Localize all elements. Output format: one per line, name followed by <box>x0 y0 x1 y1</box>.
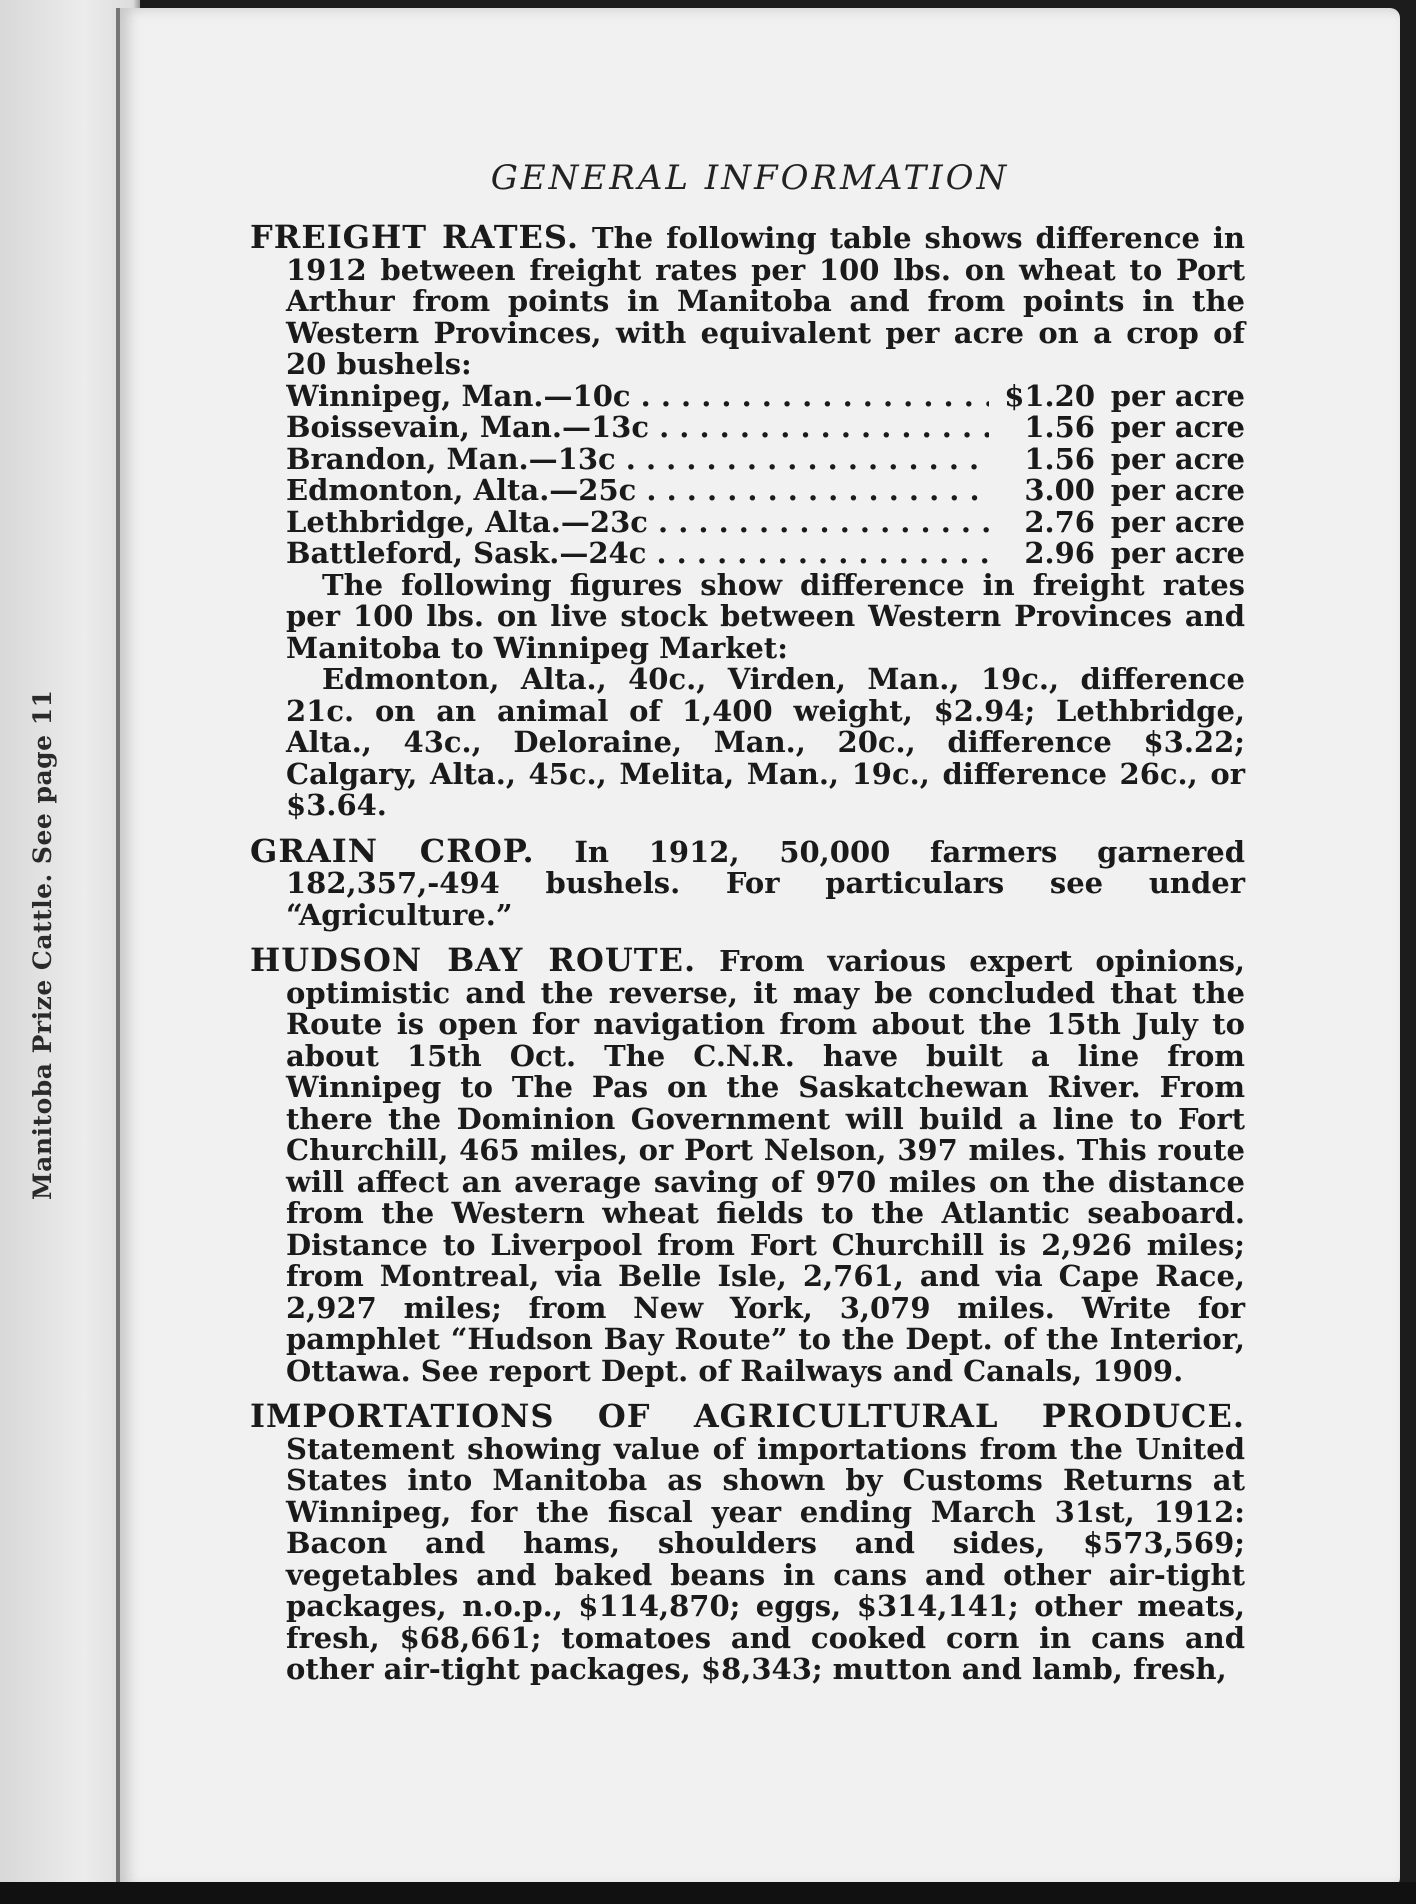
freight-rate-row <box>250 475 1245 507</box>
page-heading: GENERAL INFORMATION <box>490 158 1010 198</box>
rate-unit: per acre <box>1110 473 1245 507</box>
rate-value: 1.56 <box>1024 441 1095 476</box>
freight-lead: FREIGHT RATES. <box>250 218 580 256</box>
rate-place: Winnipeg, Man.—10c . . . <box>286 381 989 413</box>
freight-intro: The following table shows difference in 1912 between freight rates per 100 lbs. on wheat to Port Arthur from points in Manitoba and from points in the Western Provinces, with equivalent per acre on a crop of 20 bushels: <box>286 221 1246 381</box>
grain-body: In 1912, 50,000 farmers garnered 182,357,-494 bushels. For particulars see under “Agriculture.” <box>286 834 1245 932</box>
hudson-lead: HUDSON BAY ROUTE. <box>250 941 697 979</box>
freight-rate-row <box>250 378 1245 413</box>
grain-lead: GRAIN CROP. <box>250 831 535 870</box>
freight-rate-row <box>250 412 1245 444</box>
rate-place: Brandon, Man.—13c . . . <box>286 444 989 476</box>
section-freight-rates <box>250 218 1246 822</box>
imports-lead: IMPORTATIONS OF AGRICULTURAL PRODUCE. <box>250 1397 1245 1435</box>
rate-value: 3.00 <box>1024 473 1095 507</box>
rate-place: Lethbridge, Alta.—23c . . . <box>286 507 989 539</box>
rate-value: 2.96 <box>1024 536 1095 570</box>
spine-text: Manitoba Prize Cattle. See page 11 <box>28 689 57 1200</box>
imports-body: Statement showing value of importations from the United States into Manitoba as shown by Customs Returns at Winnipeg, for the fiscal year ending March 31st, 1912: Bacon and hams, shoulders and sides, $573,569; vegetables and baked beans in cans and other air-tight packages, n.o.p., $114,870; eggs, $314,141; other meats, fresh, $68,661; tomatoes and cooked corn in cans and other air-tight packages, $8,343; mutton and lamb, fresh, <box>286 1431 1245 1686</box>
rate-place: Battleford, Sask.—24c . . . <box>286 538 989 570</box>
rate-value: $1.20 <box>1004 378 1095 413</box>
rate-unit: per acre <box>1110 441 1245 476</box>
rate-unit: per acre <box>1110 378 1245 413</box>
section-hudson-bay-route <box>250 941 1245 1388</box>
scan-bottom-edge <box>0 1882 1416 1904</box>
rate-place: Edmonton, Alta.—25c . . . <box>286 475 989 507</box>
freight-rate-row <box>250 441 1245 476</box>
livestock-detail: Edmonton, Alta., 40c., Virden, Man., 19c., difference 21c. on an animal of 1,400 weight, $2.94; Lethbridge, Alta., 43c., Deloraine, Man., 20c., difference $3.22; Calgary, Alta., 45c., Melita, Man., 19c., difference 26c., or $3.64. <box>286 662 1245 822</box>
rate-value: 1.56 <box>1024 410 1095 444</box>
section-grain-crop <box>250 831 1245 932</box>
page-content <box>250 218 1246 1686</box>
section-importations <box>250 1397 1245 1686</box>
rate-value: 2.76 <box>1024 504 1095 539</box>
freight-rate-row <box>250 538 1245 570</box>
livestock-intro: The following figures show difference in freight rates per 100 lbs. on live stock between Western Provinces and Manitoba to Winnipeg Market: <box>286 567 1245 665</box>
freight-rate-row <box>250 504 1245 539</box>
rate-unit: per acre <box>1110 504 1245 539</box>
freight-rate-table <box>250 378 1245 570</box>
rate-unit: per acre <box>1110 536 1245 570</box>
hudson-body: From various expert opinions, optimistic and the reverse, it may be concluded that the Route is open for navigation from about the 15th July to about 15th Oct. The C.N.R. have built a line from Winnipeg to The Pas on the Saskatchewan River. From there the Dominion Government will build a line to Fort Churchill, 465 miles, or Port Nelson, 397 miles. This route will affect an average saving of 970 miles on the distance from the Western wheat fields to the Atlantic seaboard. Distance to Liverpool from Fort Churchill is 2,926 miles; from Montreal, via Belle Isle, 2,761, and via Cape Race, 2,927 miles; from New York, 3,079 miles. Write for pamphlet “Hudson Bay Route” to the Dept. of the Interior, Ottawa. See report Dept. of Railways and Canals, 1909. <box>286 944 1245 1388</box>
rate-unit: per acre <box>1110 410 1245 444</box>
rate-place: Boissevain, Man.—13c . . . <box>286 412 989 444</box>
